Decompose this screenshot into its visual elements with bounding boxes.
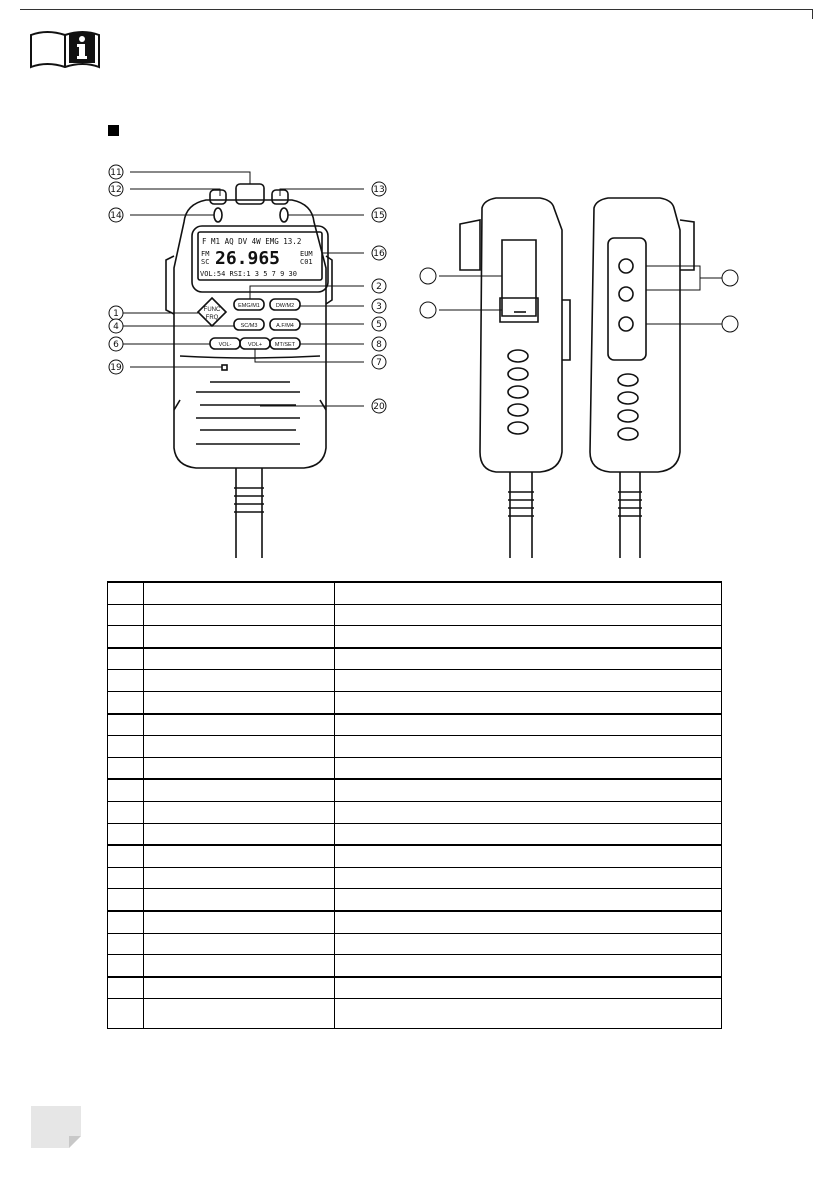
table-cell-name xyxy=(144,582,335,604)
table-cell-description xyxy=(335,714,722,736)
table-row xyxy=(108,801,722,823)
table-row xyxy=(108,648,722,670)
table-cell-name xyxy=(144,889,335,911)
lcd-band-bottom: C01 xyxy=(300,258,313,266)
key-vol-up: VOL+ xyxy=(247,342,263,348)
lcd-mode-top: FM xyxy=(201,250,210,258)
table-row xyxy=(108,736,722,758)
callout-4: 4 xyxy=(113,322,119,332)
table-row xyxy=(108,626,722,648)
table-cell-name xyxy=(144,999,335,1029)
table-cell-name xyxy=(144,867,335,889)
table-cell-name xyxy=(144,604,335,626)
callout-1: 1 xyxy=(113,309,119,319)
callout-13: 13 xyxy=(373,185,385,195)
table-cell-number xyxy=(108,889,144,911)
table-row xyxy=(108,889,722,911)
table-cell-name xyxy=(144,670,335,692)
table-cell-number xyxy=(108,801,144,823)
key-func: FUNC xyxy=(203,307,221,313)
table-cell-description xyxy=(335,757,722,779)
table-cell-number xyxy=(108,626,144,648)
table-row xyxy=(108,779,722,801)
key-frq: FRQ xyxy=(205,315,219,321)
table-cell-description xyxy=(335,779,722,801)
table-cell-name xyxy=(144,626,335,648)
table-cell-number xyxy=(108,977,144,999)
table-row xyxy=(108,911,722,933)
table-cell-name xyxy=(144,845,335,867)
callout-12: 12 xyxy=(110,185,122,195)
key-sc-m3: SC/M3 xyxy=(240,323,258,329)
table-row xyxy=(108,714,722,736)
table-cell-name xyxy=(144,691,335,713)
table-cell-name xyxy=(144,955,335,977)
table-cell-number xyxy=(108,736,144,758)
table-cell-number xyxy=(108,604,144,626)
callout-16: 16 xyxy=(373,249,385,259)
callout-3: 3 xyxy=(376,302,382,312)
callout-11: 11 xyxy=(110,168,122,178)
table-cell-description xyxy=(335,999,722,1029)
key-emg-m1: EMG/M1 xyxy=(238,303,260,309)
side-view xyxy=(460,198,570,558)
lcd-status-line: F M1 AQ DV 4W EMG 13.2 xyxy=(202,237,302,246)
table-cell-name xyxy=(144,648,335,670)
table-cell-description xyxy=(335,823,722,845)
key-af-m4: A.F/M4 xyxy=(276,323,294,329)
table-cell-number xyxy=(108,648,144,670)
table-cell-number xyxy=(108,867,144,889)
callout-7: 7 xyxy=(376,358,382,368)
key-dw-m2: DW/M2 xyxy=(275,303,295,309)
table-cell-number xyxy=(108,823,144,845)
key-mt-set: MT/SET xyxy=(274,342,296,348)
table-cell-description xyxy=(335,582,722,604)
table-cell-description xyxy=(335,670,722,692)
callout-19: 19 xyxy=(110,363,122,373)
table-cell-number xyxy=(108,670,144,692)
table-cell-description xyxy=(335,911,722,933)
table-cell-description xyxy=(335,845,722,867)
lcd-frequency: 26.965 xyxy=(215,248,281,269)
top-rule-end xyxy=(812,9,813,19)
table-cell-description xyxy=(335,801,722,823)
table-cell-number xyxy=(108,955,144,977)
table-cell-number xyxy=(108,845,144,867)
table-row xyxy=(108,955,722,977)
callout-14: 14 xyxy=(110,211,122,221)
callout-8: 8 xyxy=(376,340,382,350)
callout-5: 5 xyxy=(376,320,382,330)
parts-table xyxy=(107,581,722,1029)
lcd-volume-line: VOL:54 RSI:1 3 5 7 9 30 xyxy=(200,270,297,278)
info-book-icon xyxy=(29,27,101,71)
table-cell-name xyxy=(144,714,335,736)
table-cell-name xyxy=(144,933,335,955)
table-row xyxy=(108,823,722,845)
table-cell-number xyxy=(108,933,144,955)
table-cell-description xyxy=(335,691,722,713)
callout-6: 6 xyxy=(113,340,119,350)
top-rule xyxy=(20,9,813,10)
table-row xyxy=(108,582,722,604)
table-cell-description xyxy=(335,955,722,977)
table-cell-description xyxy=(335,867,722,889)
table-row xyxy=(108,933,722,955)
table-cell-description xyxy=(335,933,722,955)
table-cell-description xyxy=(335,626,722,648)
table-row xyxy=(108,604,722,626)
table-row xyxy=(108,867,722,889)
microphone-figure xyxy=(100,160,780,560)
table-row xyxy=(108,670,722,692)
table-row xyxy=(108,999,722,1029)
table-cell-name xyxy=(144,779,335,801)
table-cell-number xyxy=(108,757,144,779)
table-cell-number xyxy=(108,779,144,801)
table-cell-number xyxy=(108,691,144,713)
lcd-band-top: EUM xyxy=(300,250,313,258)
table-cell-name xyxy=(144,823,335,845)
table-cell-name xyxy=(144,977,335,999)
table-cell-number xyxy=(108,999,144,1029)
page-corner-icon xyxy=(31,1106,81,1148)
table-cell-name xyxy=(144,911,335,933)
table-cell-description xyxy=(335,977,722,999)
back-view xyxy=(590,198,694,558)
table-row xyxy=(108,757,722,779)
table-cell-number xyxy=(108,582,144,604)
table-cell-name xyxy=(144,757,335,779)
key-vol-down: VOL- xyxy=(218,342,232,348)
table-cell-number xyxy=(108,714,144,736)
table-cell-number xyxy=(108,911,144,933)
table-row xyxy=(108,691,722,713)
callout-20: 20 xyxy=(373,402,385,412)
callout-15: 15 xyxy=(373,211,385,221)
section-bullet-icon xyxy=(108,125,119,136)
table-row xyxy=(108,845,722,867)
table-cell-name xyxy=(144,736,335,758)
table-cell-description xyxy=(335,648,722,670)
table-cell-description xyxy=(335,604,722,626)
table-cell-description xyxy=(335,736,722,758)
table-cell-description xyxy=(335,889,722,911)
callout-2: 2 xyxy=(376,282,382,292)
lcd-mode-bottom: SC xyxy=(201,258,210,266)
table-row xyxy=(108,977,722,999)
table-cell-name xyxy=(144,801,335,823)
